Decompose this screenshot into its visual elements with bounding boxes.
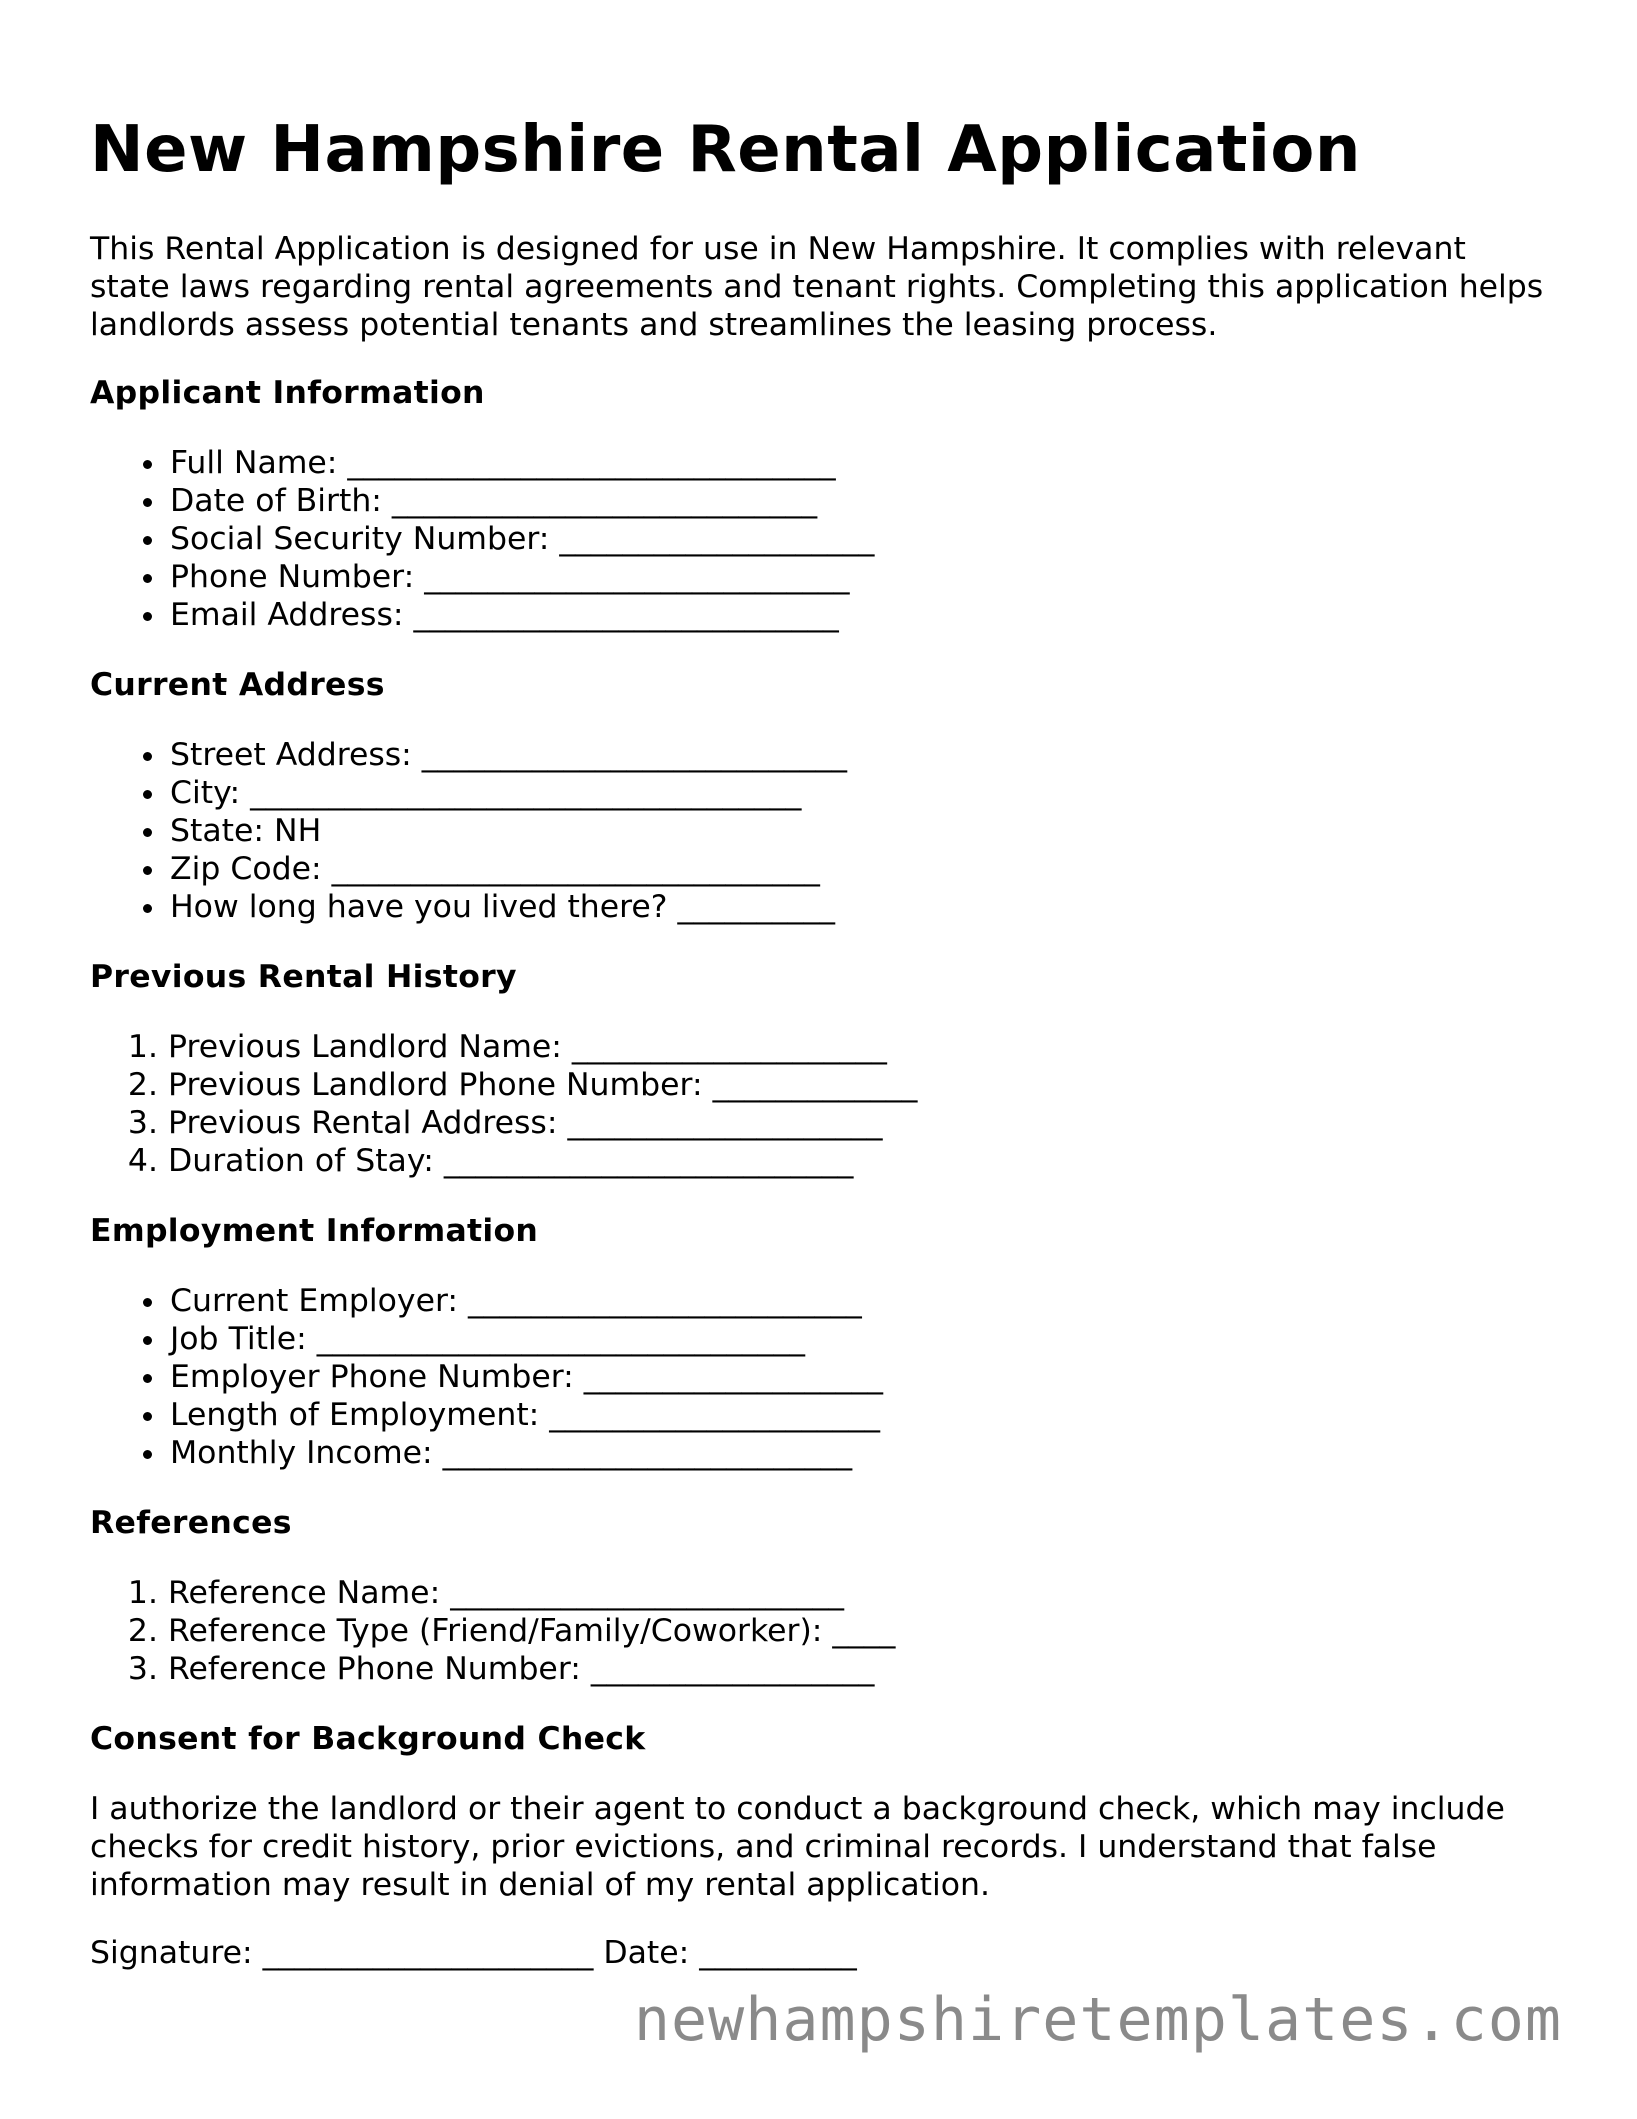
section-heading-employment: Employment Information <box>90 1213 539 1249</box>
current-address-list <box>90 736 1550 926</box>
list-item: 1. Reference Name: _________________________ <box>168 1574 1550 1612</box>
section-heading-consent: Consent for Background Check <box>90 1721 646 1757</box>
section-heading-rental-history: Previous Rental History <box>90 959 517 995</box>
list-item: • Date of Birth: ___________________________ <box>168 482 1550 520</box>
list-item: • Full Name: _______________________________ <box>168 444 1550 482</box>
list-item: 3. Previous Rental Address: ____________________ <box>168 1104 1550 1142</box>
applicant-list <box>90 444 1550 634</box>
list-item: • Phone Number: ___________________________ <box>168 558 1550 596</box>
intro-paragraph: This Rental Application is designed for use in New Hampshire. It complies with relevant state laws regarding rental agreements and tenant rights. Completing this application helps landlords assess potential tenants and streamlines the leasing process. <box>90 231 1544 343</box>
list-item: • Email Address: ___________________________ <box>168 596 1550 634</box>
rental-history-list <box>90 1028 1550 1180</box>
list-item: • Job Title: _______________________________ <box>168 1320 1550 1358</box>
list-item: • How long have you lived there? __________ <box>168 888 1550 926</box>
section-heading-applicant: Applicant Information <box>90 375 485 411</box>
consent-paragraph: I authorize the landlord or their agent to conduct a background check, which may include checks for credit history, prior evictions, and criminal records. I understand that false information may result in denial of my rental application. <box>90 1791 1505 1903</box>
list-item: • City: ___________________________________ <box>168 774 1550 812</box>
section-heading-references: References <box>90 1505 292 1541</box>
page-title: New Hampshire Rental Application <box>90 113 1361 187</box>
document-page <box>90 110 1550 1972</box>
list-item: • Zip Code: _______________________________ <box>168 850 1550 888</box>
list-item: 2. Previous Landlord Phone Number: _____________ <box>168 1066 1550 1104</box>
list-item: • State: NH <box>168 812 1550 850</box>
watermark-text: newhampshiretemplates.com <box>633 1985 1562 2055</box>
list-item: 4. Duration of Stay: __________________________ <box>168 1142 1550 1180</box>
signature-line: Signature: _____________________ Date: __________ <box>90 1935 857 1971</box>
list-item: 2. Reference Type (Friend/Family/Coworker): ____ <box>168 1612 1550 1650</box>
list-item: 1. Previous Landlord Name: ____________________ <box>168 1028 1550 1066</box>
list-item: 3. Reference Phone Number: __________________ <box>168 1650 1550 1688</box>
section-heading-current-address: Current Address <box>90 667 385 703</box>
list-item: • Monthly Income: __________________________ <box>168 1434 1550 1472</box>
list-item: • Street Address: ___________________________ <box>168 736 1550 774</box>
list-item: • Employer Phone Number: ___________________ <box>168 1358 1550 1396</box>
employment-list <box>90 1282 1550 1472</box>
references-list <box>90 1574 1550 1688</box>
list-item: • Current Employer: _________________________ <box>168 1282 1550 1320</box>
list-item: • Length of Employment: _____________________ <box>168 1396 1550 1434</box>
list-item: • Social Security Number: ____________________ <box>168 520 1550 558</box>
